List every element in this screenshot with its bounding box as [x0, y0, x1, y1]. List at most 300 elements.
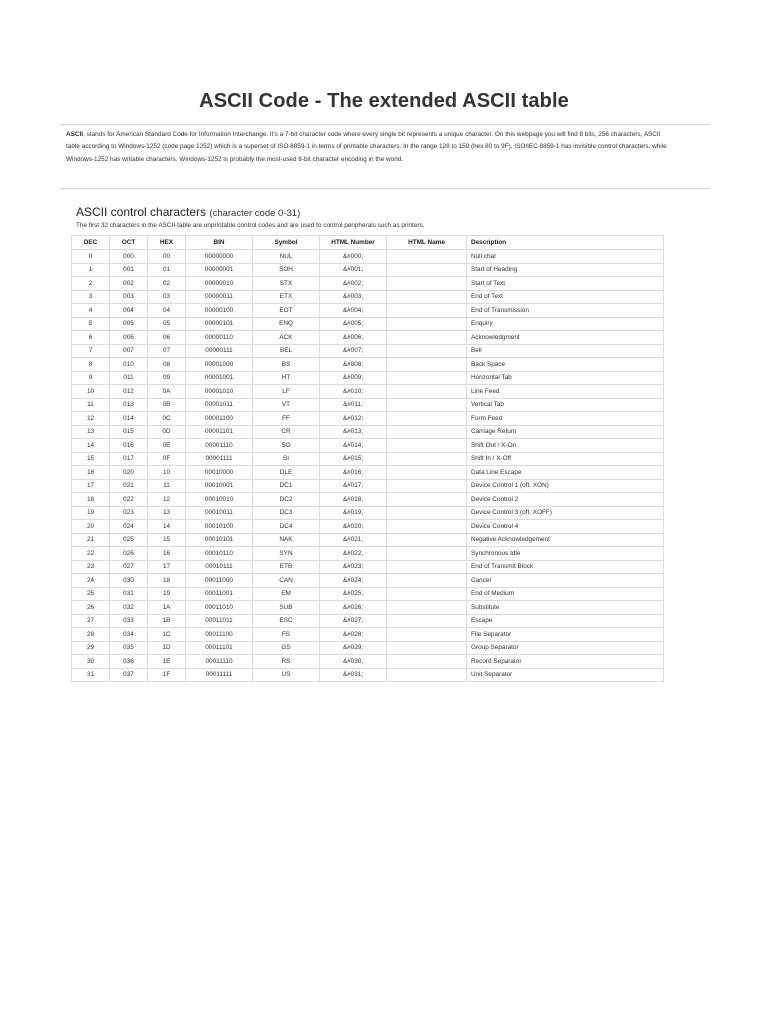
symbol-cell: GS — [253, 641, 320, 655]
html-name-cell — [387, 439, 467, 453]
bin-cell: 00001001 — [186, 371, 253, 385]
bin-cell: 00001010 — [186, 385, 253, 399]
oct-cell: 016 — [110, 439, 148, 453]
oct-cell: 014 — [110, 412, 148, 426]
oct-cell: 005 — [110, 317, 148, 331]
header-hex: HEX — [148, 236, 186, 250]
html-number-cell: &#031; — [320, 668, 387, 682]
html-name-cell — [387, 601, 467, 615]
dec-cell: 4 — [72, 304, 110, 318]
bin-cell: 00000010 — [186, 277, 253, 291]
html-name-cell — [387, 277, 467, 291]
html-number-cell: &#022; — [320, 547, 387, 561]
table-row — [72, 479, 664, 493]
bin-cell: 00011111 — [186, 668, 253, 682]
symbol-cell: US — [253, 668, 320, 682]
table-row — [72, 263, 664, 277]
html-name-cell — [387, 628, 467, 642]
html-number-cell: &#024; — [320, 574, 387, 588]
html-name-cell — [387, 614, 467, 628]
table-row — [72, 547, 664, 561]
symbol-cell: SO — [253, 439, 320, 453]
symbol-cell: ESC — [253, 614, 320, 628]
bin-cell: 00000001 — [186, 263, 253, 277]
description-cell: Cancel — [467, 574, 664, 588]
oct-cell: 006 — [110, 331, 148, 345]
symbol-cell: STX — [253, 277, 320, 291]
hex-cell: 0C — [148, 412, 186, 426]
symbol-cell: ENQ — [253, 317, 320, 331]
table-row — [72, 628, 664, 642]
html-name-cell — [387, 655, 467, 669]
description-cell: Device Control 2 — [467, 493, 664, 507]
hex-cell: 04 — [148, 304, 186, 318]
symbol-cell: NUL — [253, 250, 320, 264]
oct-cell: 007 — [110, 344, 148, 358]
oct-cell: 020 — [110, 466, 148, 480]
table-row — [72, 601, 664, 615]
oct-cell: 017 — [110, 452, 148, 466]
oct-cell: 026 — [110, 547, 148, 561]
header-bin: BIN — [186, 236, 253, 250]
oct-cell: 002 — [110, 277, 148, 291]
section-title: ASCII control characters — [76, 205, 207, 219]
dec-cell: 9 — [72, 371, 110, 385]
html-name-cell — [387, 344, 467, 358]
description-cell: Device Control 3 (oft. XOFF) — [467, 506, 664, 520]
description-cell: Shift Out / X-On — [467, 439, 664, 453]
bin-cell: 00000110 — [186, 331, 253, 345]
html-name-cell — [387, 452, 467, 466]
oct-cell: 025 — [110, 533, 148, 547]
html-name-cell — [387, 479, 467, 493]
bin-cell: 00011011 — [186, 614, 253, 628]
dec-cell: 16 — [72, 466, 110, 480]
bin-cell: 00001101 — [186, 425, 253, 439]
bin-cell: 00011101 — [186, 641, 253, 655]
html-number-cell: &#023; — [320, 560, 387, 574]
bin-cell: 00010000 — [186, 466, 253, 480]
table-row — [72, 452, 664, 466]
html-number-cell: &#001; — [320, 263, 387, 277]
hex-cell: 1A — [148, 601, 186, 615]
oct-cell: 032 — [110, 601, 148, 615]
table-row — [72, 277, 664, 291]
header-oct: OCT — [110, 236, 148, 250]
html-number-cell: &#025; — [320, 587, 387, 601]
dec-cell: 18 — [72, 493, 110, 507]
bin-cell: 00011010 — [186, 601, 253, 615]
bin-cell: 00010101 — [186, 533, 253, 547]
table-row — [72, 466, 664, 480]
table-row — [72, 520, 664, 534]
symbol-cell: LF — [253, 385, 320, 399]
symbol-cell: EM — [253, 587, 320, 601]
oct-cell: 010 — [110, 358, 148, 372]
hex-cell: 17 — [148, 560, 186, 574]
symbol-cell: SYN — [253, 547, 320, 561]
html-number-cell: &#017; — [320, 479, 387, 493]
html-number-cell: &#005; — [320, 317, 387, 331]
section-subtitle: (character code 0-31) — [209, 208, 301, 219]
oct-cell: 035 — [110, 641, 148, 655]
description-cell: Horizontal Tab — [467, 371, 664, 385]
oct-cell: 036 — [110, 655, 148, 669]
dec-cell: 6 — [72, 331, 110, 345]
table-row — [72, 358, 664, 372]
dec-cell: 25 — [72, 587, 110, 601]
dec-cell: 26 — [72, 601, 110, 615]
table-row — [72, 317, 664, 331]
table-row — [72, 506, 664, 520]
description-cell: End of Medium — [467, 587, 664, 601]
dec-cell: 23 — [72, 560, 110, 574]
html-name-cell — [387, 547, 467, 561]
section-heading — [76, 205, 300, 219]
description-cell: Negative Acknowledgement — [467, 533, 664, 547]
description-cell: Vertical Tab — [467, 398, 664, 412]
table-row — [72, 655, 664, 669]
symbol-cell: DC4 — [253, 520, 320, 534]
symbol-cell: SI — [253, 452, 320, 466]
table-row — [72, 371, 664, 385]
hex-cell: 19 — [148, 587, 186, 601]
symbol-cell: CR — [253, 425, 320, 439]
html-number-cell: &#000; — [320, 250, 387, 264]
oct-cell: 012 — [110, 385, 148, 399]
description-cell: End of Transmit Block — [467, 560, 664, 574]
hex-cell: 0B — [148, 398, 186, 412]
symbol-cell: RS — [253, 655, 320, 669]
html-name-cell — [387, 290, 467, 304]
html-name-cell — [387, 358, 467, 372]
symbol-cell: SOH — [253, 263, 320, 277]
section-description: The first 32 characters in the ASCII-table are unprintable control codes and are used to control peripherals such as printers. — [76, 222, 425, 229]
symbol-cell: FF — [253, 412, 320, 426]
dec-cell: 11 — [72, 398, 110, 412]
dec-cell: 0 — [72, 250, 110, 264]
hex-cell: 14 — [148, 520, 186, 534]
dec-cell: 14 — [72, 439, 110, 453]
page-title: ASCII Code - The extended ASCII table — [199, 90, 569, 112]
oct-cell: 003 — [110, 290, 148, 304]
html-number-cell: &#012; — [320, 412, 387, 426]
dec-cell: 5 — [72, 317, 110, 331]
description-cell: Carriage Return — [467, 425, 664, 439]
dec-cell: 12 — [72, 412, 110, 426]
symbol-cell: VT — [253, 398, 320, 412]
oct-cell: 004 — [110, 304, 148, 318]
intro-paragraph — [66, 129, 674, 166]
description-cell: File Separator — [467, 628, 664, 642]
table-row — [72, 614, 664, 628]
hex-cell: 1C — [148, 628, 186, 642]
dec-cell: 30 — [72, 655, 110, 669]
html-number-cell: &#009; — [320, 371, 387, 385]
description-cell: Unit Separator — [467, 668, 664, 682]
hex-cell: 0F — [148, 452, 186, 466]
hex-cell: 00 — [148, 250, 186, 264]
html-name-cell — [387, 520, 467, 534]
html-name-cell — [387, 304, 467, 318]
bin-cell: 00010110 — [186, 547, 253, 561]
description-cell: Start of Text — [467, 277, 664, 291]
bin-cell: 00010010 — [186, 493, 253, 507]
header-symbol: Symbol — [253, 236, 320, 250]
html-name-cell — [387, 641, 467, 655]
html-name-cell — [387, 533, 467, 547]
hex-cell: 0A — [148, 385, 186, 399]
symbol-cell: BS — [253, 358, 320, 372]
oct-cell: 027 — [110, 560, 148, 574]
hex-cell: 18 — [148, 574, 186, 588]
dec-cell: 3 — [72, 290, 110, 304]
dec-cell: 7 — [72, 344, 110, 358]
hex-cell: 1D — [148, 641, 186, 655]
oct-cell: 000 — [110, 250, 148, 264]
hex-cell: 1B — [148, 614, 186, 628]
table-row — [72, 290, 664, 304]
html-number-cell: &#027; — [320, 614, 387, 628]
html-name-cell — [387, 385, 467, 399]
symbol-cell: BEL — [253, 344, 320, 358]
description-cell: Synchronous Idle — [467, 547, 664, 561]
oct-cell: 013 — [110, 398, 148, 412]
hex-cell: 10 — [148, 466, 186, 480]
html-name-cell — [387, 425, 467, 439]
symbol-cell: ETB — [253, 560, 320, 574]
html-name-cell — [387, 317, 467, 331]
description-cell: Bell — [467, 344, 664, 358]
table-row — [72, 304, 664, 318]
dec-cell: 13 — [72, 425, 110, 439]
html-number-cell: &#004; — [320, 304, 387, 318]
header-html-name: HTML Name — [387, 236, 467, 250]
dec-cell: 20 — [72, 520, 110, 534]
html-number-cell: &#003; — [320, 290, 387, 304]
hex-cell: 0E — [148, 439, 186, 453]
description-cell: Record Separator — [467, 655, 664, 669]
symbol-cell: ACK — [253, 331, 320, 345]
html-name-cell — [387, 331, 467, 345]
html-name-cell — [387, 466, 467, 480]
table-row — [72, 439, 664, 453]
table-row — [72, 385, 664, 399]
bin-cell: 00010100 — [186, 520, 253, 534]
html-name-cell — [387, 412, 467, 426]
html-name-cell — [387, 493, 467, 507]
table-row — [72, 331, 664, 345]
html-number-cell: &#006; — [320, 331, 387, 345]
hex-cell: 11 — [148, 479, 186, 493]
intro-bold-term: ASCII — [66, 131, 84, 138]
dec-cell: 24 — [72, 574, 110, 588]
symbol-cell: HT — [253, 371, 320, 385]
ascii-control-table — [71, 235, 664, 682]
bin-cell: 00011000 — [186, 574, 253, 588]
hex-cell: 0D — [148, 425, 186, 439]
html-name-cell — [387, 668, 467, 682]
bin-cell: 00010111 — [186, 560, 253, 574]
table-header-row — [72, 236, 664, 250]
dec-cell: 27 — [72, 614, 110, 628]
bin-cell: 00000100 — [186, 304, 253, 318]
dec-cell: 2 — [72, 277, 110, 291]
oct-cell: 034 — [110, 628, 148, 642]
bin-cell: 00001011 — [186, 398, 253, 412]
dec-cell: 21 — [72, 533, 110, 547]
table-row — [72, 533, 664, 547]
bin-cell: 00001111 — [186, 452, 253, 466]
header-dec: DEC — [72, 236, 110, 250]
html-number-cell: &#018; — [320, 493, 387, 507]
description-cell: Data Line Escape — [467, 466, 664, 480]
symbol-cell: DC2 — [253, 493, 320, 507]
html-number-cell: &#010; — [320, 385, 387, 399]
oct-cell: 031 — [110, 587, 148, 601]
oct-cell: 024 — [110, 520, 148, 534]
bin-cell: 00011001 — [186, 587, 253, 601]
hex-cell: 08 — [148, 358, 186, 372]
bin-cell: 00000101 — [186, 317, 253, 331]
html-name-cell — [387, 506, 467, 520]
dec-cell: 19 — [72, 506, 110, 520]
oct-cell: 037 — [110, 668, 148, 682]
table-row — [72, 587, 664, 601]
table-row — [72, 668, 664, 682]
html-number-cell: &#013; — [320, 425, 387, 439]
dec-cell: 28 — [72, 628, 110, 642]
table-row — [72, 493, 664, 507]
dec-cell: 15 — [72, 452, 110, 466]
html-name-cell — [387, 587, 467, 601]
oct-cell: 033 — [110, 614, 148, 628]
hex-cell: 02 — [148, 277, 186, 291]
html-name-cell — [387, 574, 467, 588]
html-number-cell: &#015; — [320, 452, 387, 466]
dec-cell: 31 — [72, 668, 110, 682]
description-cell: End of Text — [467, 290, 664, 304]
html-number-cell: &#030; — [320, 655, 387, 669]
html-name-cell — [387, 398, 467, 412]
description-cell: Substitute — [467, 601, 664, 615]
bin-cell: 00001110 — [186, 439, 253, 453]
table-row — [72, 641, 664, 655]
hex-cell: 13 — [148, 506, 186, 520]
oct-cell: 023 — [110, 506, 148, 520]
table-row — [72, 398, 664, 412]
table-row — [72, 425, 664, 439]
table-row — [72, 250, 664, 264]
bin-cell: 00010001 — [186, 479, 253, 493]
intro-divider — [59, 188, 710, 189]
description-cell: Device Control 1 (oft. XON) — [467, 479, 664, 493]
dec-cell: 1 — [72, 263, 110, 277]
hex-cell: 07 — [148, 344, 186, 358]
html-number-cell: &#016; — [320, 466, 387, 480]
symbol-cell: EOT — [253, 304, 320, 318]
description-cell: End of Transmission — [467, 304, 664, 318]
hex-cell: 03 — [148, 290, 186, 304]
oct-cell: 021 — [110, 479, 148, 493]
table-row — [72, 412, 664, 426]
html-number-cell: &#008; — [320, 358, 387, 372]
hex-cell: 06 — [148, 331, 186, 345]
description-cell: Start of Heading — [467, 263, 664, 277]
html-number-cell: &#007; — [320, 344, 387, 358]
oct-cell: 030 — [110, 574, 148, 588]
intro-text: , stands for American Standard Code for Information Interchange. It's a 7-bit character code where every single bit represents a unique character. On this webpage you will find 8 bits, 256 characters, ASCII table according to Windows-1252 (code page 1252) which is a superset of ISO 8859-1 in terms of printable characters. In the range 128 to 159 (hex 80 to 9F), ISO/IEC 8859-1 has invisible control characters, while Windows-1252 has writable characters. Windows-1252 is probably the most-used 8-bit character encoding in the world. — [66, 131, 667, 163]
description-cell: Acknowledgment — [467, 331, 664, 345]
html-number-cell: &#021; — [320, 533, 387, 547]
symbol-cell: NAK — [253, 533, 320, 547]
description-cell: Null char — [467, 250, 664, 264]
hex-cell: 01 — [148, 263, 186, 277]
description-cell: Shift In / X-Off — [467, 452, 664, 466]
hex-cell: 05 — [148, 317, 186, 331]
bin-cell: 00001100 — [186, 412, 253, 426]
hex-cell: 1E — [148, 655, 186, 669]
description-cell: Back Space — [467, 358, 664, 372]
bin-cell: 00000111 — [186, 344, 253, 358]
oct-cell: 015 — [110, 425, 148, 439]
description-cell: Group Separator — [467, 641, 664, 655]
symbol-cell: SUB — [253, 601, 320, 615]
html-number-cell: &#011; — [320, 398, 387, 412]
oct-cell: 022 — [110, 493, 148, 507]
description-cell: Device Control 4 — [467, 520, 664, 534]
html-number-cell: &#026; — [320, 601, 387, 615]
hex-cell: 1F — [148, 668, 186, 682]
symbol-cell: DC3 — [253, 506, 320, 520]
top-divider — [59, 124, 710, 125]
table-row — [72, 560, 664, 574]
html-number-cell: &#028; — [320, 628, 387, 642]
dec-cell: 17 — [72, 479, 110, 493]
table-body — [72, 250, 664, 682]
symbol-cell: FS — [253, 628, 320, 642]
table-row — [72, 344, 664, 358]
header-description: Description — [467, 236, 664, 250]
bin-cell: 00000011 — [186, 290, 253, 304]
symbol-cell: DLE — [253, 466, 320, 480]
html-number-cell: &#020; — [320, 520, 387, 534]
html-number-cell: &#029; — [320, 641, 387, 655]
html-number-cell: &#014; — [320, 439, 387, 453]
description-cell: Line Feed — [467, 385, 664, 399]
hex-cell: 16 — [148, 547, 186, 561]
bin-cell: 00000000 — [186, 250, 253, 264]
bin-cell: 00001000 — [186, 358, 253, 372]
table-row — [72, 574, 664, 588]
html-number-cell: &#019; — [320, 506, 387, 520]
bin-cell: 00011100 — [186, 628, 253, 642]
hex-cell: 12 — [148, 493, 186, 507]
description-cell: Form Feed — [467, 412, 664, 426]
dec-cell: 8 — [72, 358, 110, 372]
symbol-cell: ETX — [253, 290, 320, 304]
bin-cell: 00010011 — [186, 506, 253, 520]
html-name-cell — [387, 250, 467, 264]
oct-cell: 001 — [110, 263, 148, 277]
hex-cell: 15 — [148, 533, 186, 547]
hex-cell: 09 — [148, 371, 186, 385]
dec-cell: 10 — [72, 385, 110, 399]
symbol-cell: DC1 — [253, 479, 320, 493]
html-name-cell — [387, 263, 467, 277]
dec-cell: 29 — [72, 641, 110, 655]
bin-cell: 00011110 — [186, 655, 253, 669]
